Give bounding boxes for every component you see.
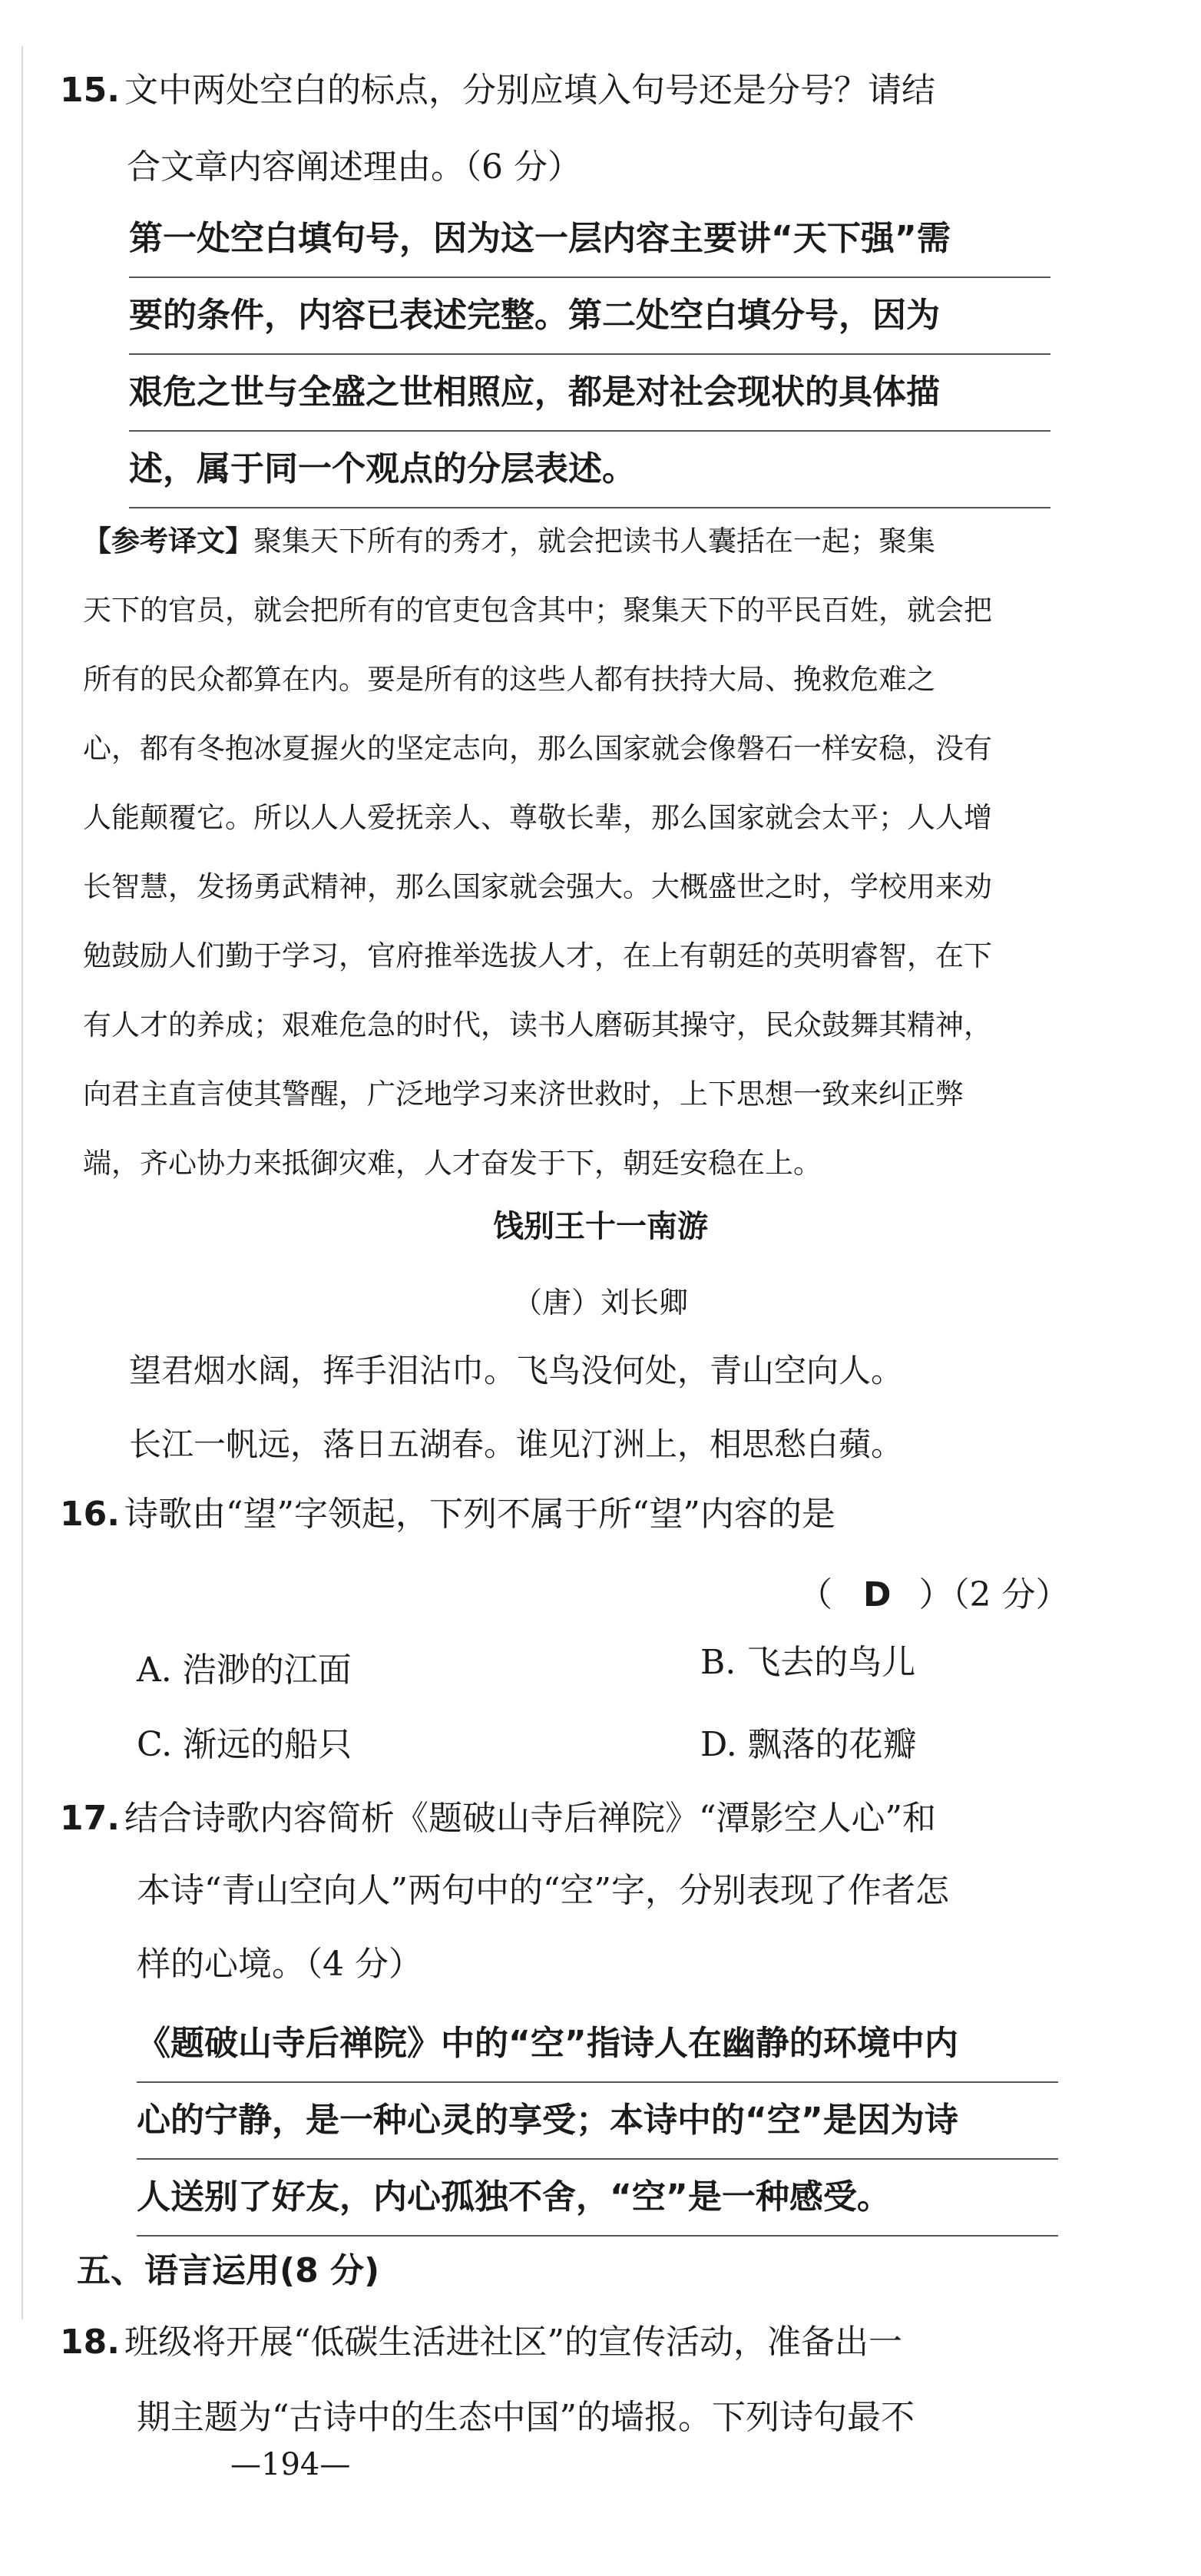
q15-answer (129, 201, 1050, 508)
q16-option-d: D. 飘落的花瓣 (700, 1725, 917, 1764)
q15-line1 (60, 52, 935, 129)
q16-option-b: B. 飞去的鸟儿 (700, 1643, 916, 1682)
reference-line: 向君主直言使其警醒，广泛地学习来济世救时，上下思想一致来纠正弊 (83, 1078, 964, 1111)
q17-number: 17. (60, 1799, 120, 1838)
q16-stem (60, 1476, 835, 1553)
q17-answer-line: 心的宁静，是一种心灵的享受；本诗中的“空”是因为诗 (137, 2083, 1058, 2160)
q15-number: 15. (60, 71, 120, 110)
q16-number: 16. (60, 1495, 120, 1534)
q17-line3: 样的心境。（4 分） (137, 1945, 422, 1984)
reference-line1 (83, 507, 935, 576)
q15-answer-line: 述，属于同一个观点的分层表述。 (129, 432, 1050, 508)
q17-answer-line: 《题破山寺后禅院》中的“空”指诗人在幽静的环境中内 (137, 2006, 1058, 2083)
q16-bracket-open: （ (799, 1575, 832, 1614)
q17-line2: 本诗“青山空向人”两句中的“空”字，分别表现了作者怎 (137, 1871, 949, 1910)
q18-line1 (60, 2304, 902, 2381)
reference-label: 【参考译文】 (83, 525, 253, 558)
q16-answer: D (863, 1575, 892, 1614)
reference-line: 勉鼓励人们勤于学习，官府推举选拔人才，在上有朝廷的英明睿智，在下 (83, 939, 992, 972)
reference-line: 有人才的养成；艰难危急的时代，读书人磨砺其操守，民众鼓舞其精神， (83, 1008, 992, 1041)
q18-stem-1: 班级将开展“低碳生活进社区”的宣传活动，准备出一 (124, 2323, 902, 2362)
reference-line: 所有的民众都算在内。要是所有的这些人都有扶持大局、挽救危难之 (83, 663, 935, 696)
q15-answer-line: 艰危之世与全盛之世相照应，都是对社会现状的具体描 (129, 355, 1050, 432)
poem-line-1: 望君烟水阔，挥手泪沾巾。飞鸟没何处，青山空向人。 (129, 1352, 904, 1389)
q16-option-c: C. 渐远的船只 (137, 1725, 352, 1764)
q16-stem-text: 诗歌由“望”字领起，下列不属于所“望”内容的是 (124, 1495, 835, 1534)
q17-answer-line: 人送别了好友，内心孤独不舍，“空”是一种感受。 (137, 2160, 1058, 2237)
q17-line1 (60, 1780, 936, 1857)
page-number: —194— (230, 2447, 351, 2482)
reference-text-1: 聚集天下所有的秀才，就会把读书人囊括在一起；聚集 (253, 525, 935, 558)
reference-line: 天下的官员，就会把所有的官吏包含其中；聚集天下的平民百姓，就会把 (83, 594, 992, 627)
q18-number: 18. (60, 2323, 120, 2362)
reference-line: 心，都有冬抱冰夏握火的坚定志向，那么国家就会像磐石一样安稳，没有 (83, 732, 992, 765)
q17-answer (137, 2006, 1058, 2237)
poem-author: （唐）刘长卿 (512, 1286, 688, 1319)
q15-answer-line: 第一处空白填句号，因为这一层内容主要讲“天下强”需 (129, 201, 1050, 278)
poem-title: 饯别王十一南游 (493, 1209, 708, 1244)
q18-line2: 期主题为“古诗中的生态中国”的墙报。下列诗句最不 (137, 2398, 915, 2437)
q16-answer-bracket (799, 1567, 1070, 1616)
section-5-heading: 五、语言运用(8 分) (77, 2251, 380, 2290)
q15-answer-line: 要的条件，内容已表述完整。第二处空白填分号，因为 (129, 278, 1050, 355)
q16-option-a: A. 浩渺的江面 (137, 1651, 352, 1690)
q16-bracket-close: ）（2 分） (918, 1575, 1070, 1614)
reference-body (83, 576, 992, 1198)
reference-line: 端，齐心协力来抵御灾难，人才奋发于下，朝廷安稳在上。 (83, 1147, 822, 1180)
reference-line: 人能颠覆它。所以人人爱抚亲人、尊敬长辈，那么国家就会太平；人人增 (83, 801, 992, 834)
q15-line2: 合文章内容阐述理由。（6 分） (127, 147, 581, 187)
q15-stem-1: 文中两处空白的标点，分别应填入句号还是分号？请结 (124, 71, 935, 110)
q17-stem-1: 结合诗歌内容简析《题破山寺后禅院》“潭影空人心”和 (124, 1799, 936, 1838)
reference-line: 长智慧，发扬勇武精神，那么国家就会强大。大概盛世之时，学校用来劝 (83, 870, 992, 903)
poem-line-2: 长江一帆远，落日五湖春。谁见汀洲上，相思愁白蘋。 (129, 1425, 904, 1463)
